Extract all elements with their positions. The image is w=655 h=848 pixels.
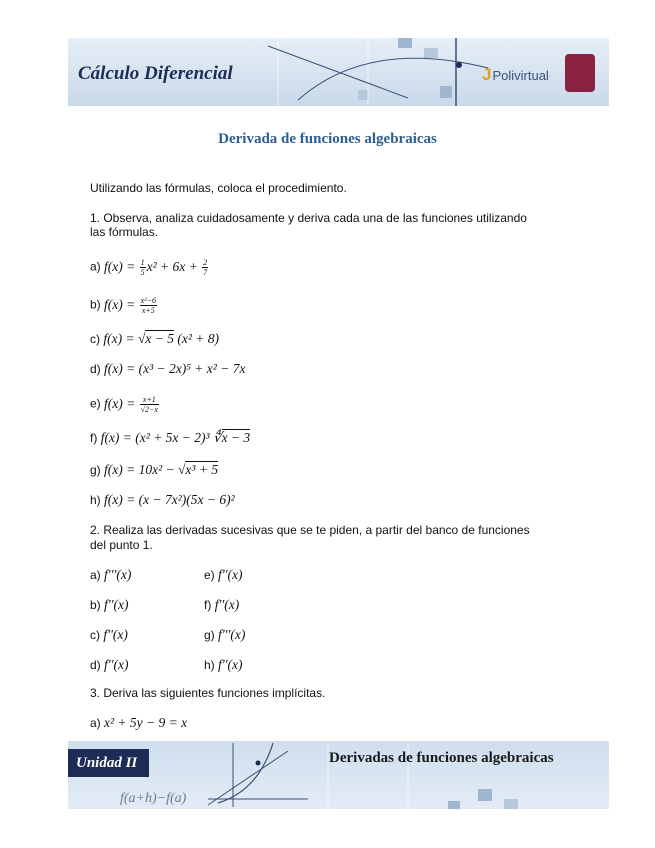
exercise-b: b) f(x) = $\frac{\text{x²−6}}{x+5}$ xyxy=(90,296,156,315)
section3-heading: 3. Deriva las siguientes funciones implícitas. xyxy=(90,686,326,700)
section1-heading-line2: las fórmulas. xyxy=(90,225,159,239)
derivative-b: b) f''(x) xyxy=(90,597,129,612)
exercise-d: d) f(x) = (x³ − 2x)⁵ + x² − 7x xyxy=(90,361,246,376)
logo-mark-icon: J xyxy=(482,65,492,84)
header-banner xyxy=(68,38,609,106)
derivative-g: g) f'''(x) xyxy=(204,627,246,642)
exercise-c: c) f(x) = √x − 5 (x² + 8) xyxy=(90,331,219,346)
derivative-e: e) f''(x) xyxy=(204,567,243,582)
section2-heading-line2: del punto 1. xyxy=(90,538,153,552)
footer-title: Derivadas de funciones algebraicas xyxy=(329,750,554,766)
intro-text: Utilizando las fórmulas, coloca el procedimiento. xyxy=(90,181,347,195)
derivative-c: c) f''(x) xyxy=(90,627,128,642)
page-title: Derivada de funciones algebraicas xyxy=(218,131,437,147)
course-title: Cálculo Diferencial xyxy=(78,63,233,84)
exercise-h: h) f(x) = (x − 7x²)(5x − 6)² xyxy=(90,492,235,507)
difference-quotient-text: f(a+h)−f(a) xyxy=(120,791,187,806)
unit-label: Unidad II xyxy=(68,749,149,777)
derivative-f: f) f''(x) xyxy=(204,597,240,612)
derivative-a: a) f'''(x) xyxy=(90,567,132,582)
footer-banner xyxy=(68,741,609,809)
institution-seal-icon xyxy=(565,54,595,92)
implicit-a: a) x² + 5y − 9 = x xyxy=(90,715,188,730)
exercise-f: f) f(x) = (x² + 5x − 2)³ ∜x − 3 xyxy=(90,430,251,445)
derivative-d: d) f''(x) xyxy=(90,657,129,672)
section2-heading-line1: 2. Realiza las derivadas sucesivas que se te piden, a partir del banco de funciones xyxy=(90,523,530,537)
exercise-g: g) f(x) = 10x² − √x³ + 5 xyxy=(90,462,219,477)
section1-heading-line1: 1. Observa, analiza cuidadosamente y deriva cada una de las funciones utilizando xyxy=(90,211,527,225)
exercise-a: a) f(x) = $\frac{1}{5}$ x² + 6x + $\frac{2}{7}$ xyxy=(90,258,208,277)
polivirtual-logo: JPolivirtual xyxy=(482,65,549,84)
derivative-h: h) f''(x) xyxy=(204,657,243,672)
exercise-e: e) f(x) = $\frac{x+1}{√2-x}$ xyxy=(90,395,158,414)
